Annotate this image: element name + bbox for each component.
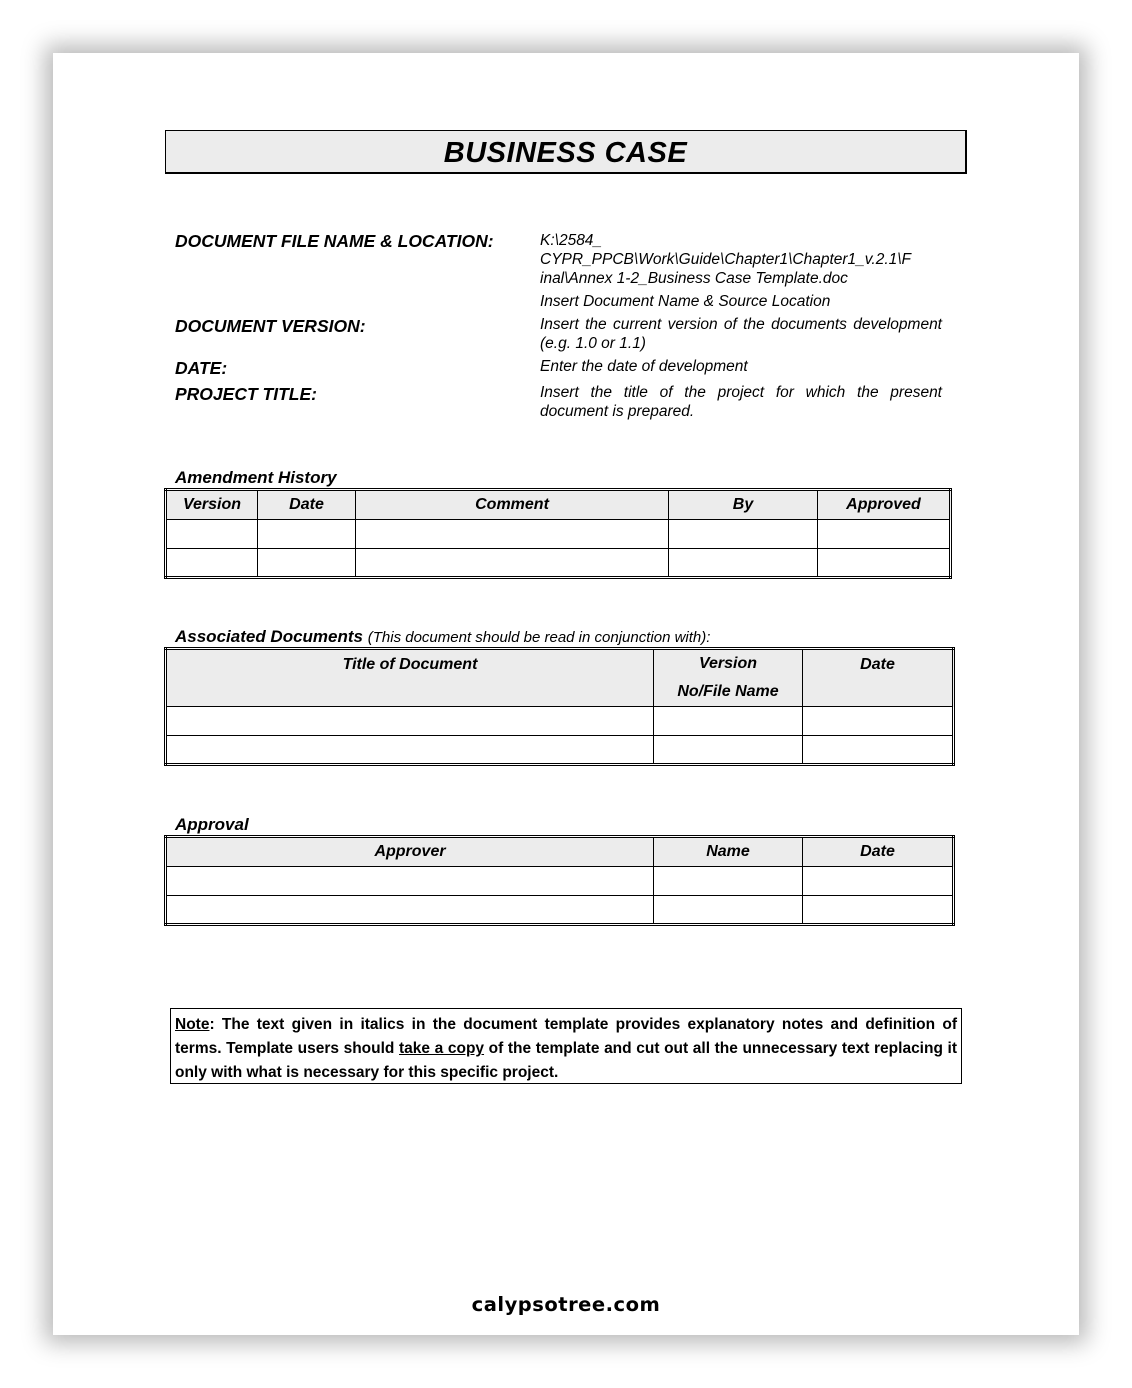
file-path-line: K:\2584_: [540, 232, 603, 249]
associated-documents-subtitle: (This document should be read in conjunction with):: [367, 629, 711, 646]
table-cell[interactable]: [654, 867, 803, 896]
note-text: : The text given in italics in the document template provides explanatory notes and definition of terms. Template users should: [175, 1016, 957, 1057]
table-cell[interactable]: [356, 549, 669, 578]
document-version-label: DOCUMENT VERSION:: [175, 316, 366, 336]
table-cell[interactable]: [669, 520, 818, 549]
table-header: Approver: [166, 837, 654, 867]
project-title-value: Insert the title of the project for which the present document is prepared.: [540, 384, 942, 420]
table-row: [166, 549, 951, 578]
footer-watermark: calypsotree.com: [471, 1293, 661, 1316]
document-title: BUSINESS CASE: [165, 130, 967, 174]
file-path-line: inal\Annex 1-2_Business Case Template.doc: [540, 270, 848, 287]
table-cell[interactable]: [669, 549, 818, 578]
approval-table: [164, 835, 955, 926]
table-header: Date: [258, 490, 356, 520]
amendment-history-title: Amendment History: [175, 468, 337, 487]
table-row: [166, 896, 954, 925]
table-header: By: [669, 490, 818, 520]
file-path-line: CYPR_PPCB\Work\Guide\Chapter1\Chapter1_v.2.1\F: [540, 251, 912, 268]
document-page: [53, 53, 1079, 1335]
table-row: [166, 520, 951, 549]
table-cell[interactable]: [654, 896, 803, 925]
version-header-line: No/File Name: [677, 683, 779, 700]
table-row: [166, 736, 954, 765]
table-header: Date: [803, 837, 954, 867]
table-cell[interactable]: [258, 549, 356, 578]
table-row: [166, 867, 954, 896]
file-name-value: [540, 231, 942, 288]
table-cell[interactable]: [818, 549, 951, 578]
project-title-label: PROJECT TITLE:: [175, 384, 317, 404]
table-row: [166, 707, 954, 736]
table-cell[interactable]: [258, 520, 356, 549]
associated-documents-title: [175, 627, 710, 647]
version-header-line: Version: [698, 655, 758, 672]
table-header: Version: [166, 490, 258, 520]
associated-documents-table: [164, 647, 955, 766]
table-cell[interactable]: [803, 707, 954, 736]
table-cell[interactable]: [166, 896, 654, 925]
amendment-history-table: [164, 488, 952, 579]
table-cell[interactable]: [166, 736, 654, 765]
table-cell[interactable]: [356, 520, 669, 549]
table-cell[interactable]: [166, 707, 654, 736]
date-label: DATE:: [175, 358, 228, 378]
file-name-label: DOCUMENT FILE NAME & LOCATION:: [175, 231, 494, 251]
note-text-continued: of the template and cut out all the unnecessary text replacing it only with what is necessary for this specific project.: [175, 1040, 957, 1081]
table-header: Comment: [356, 490, 669, 520]
table-header: Title of Document: [166, 649, 654, 707]
table-cell[interactable]: [803, 736, 954, 765]
date-value: Enter the date of development: [540, 358, 748, 375]
table-cell[interactable]: [803, 867, 954, 896]
table-header: [654, 649, 803, 707]
table-cell[interactable]: [166, 549, 258, 578]
document-version-value: Insert the current version of the documents development (e.g. 1.0 or 1.1): [540, 316, 942, 352]
associated-documents-heading: Associated Documents: [175, 627, 363, 646]
file-name-hint: Insert Document Name & Source Location: [540, 293, 831, 310]
approval-title: Approval: [175, 815, 249, 834]
take-a-copy-text: take a copy: [399, 1040, 485, 1057]
table-cell[interactable]: [166, 520, 258, 549]
note-label: Note: [175, 1016, 210, 1033]
table-cell[interactable]: [166, 867, 654, 896]
table-header: Date: [803, 649, 954, 707]
table-header: Name: [654, 837, 803, 867]
table-cell[interactable]: [654, 707, 803, 736]
table-cell[interactable]: [803, 896, 954, 925]
table-cell[interactable]: [818, 520, 951, 549]
table-header: Approved: [818, 490, 951, 520]
note-box: [170, 1008, 962, 1084]
table-cell[interactable]: [654, 736, 803, 765]
